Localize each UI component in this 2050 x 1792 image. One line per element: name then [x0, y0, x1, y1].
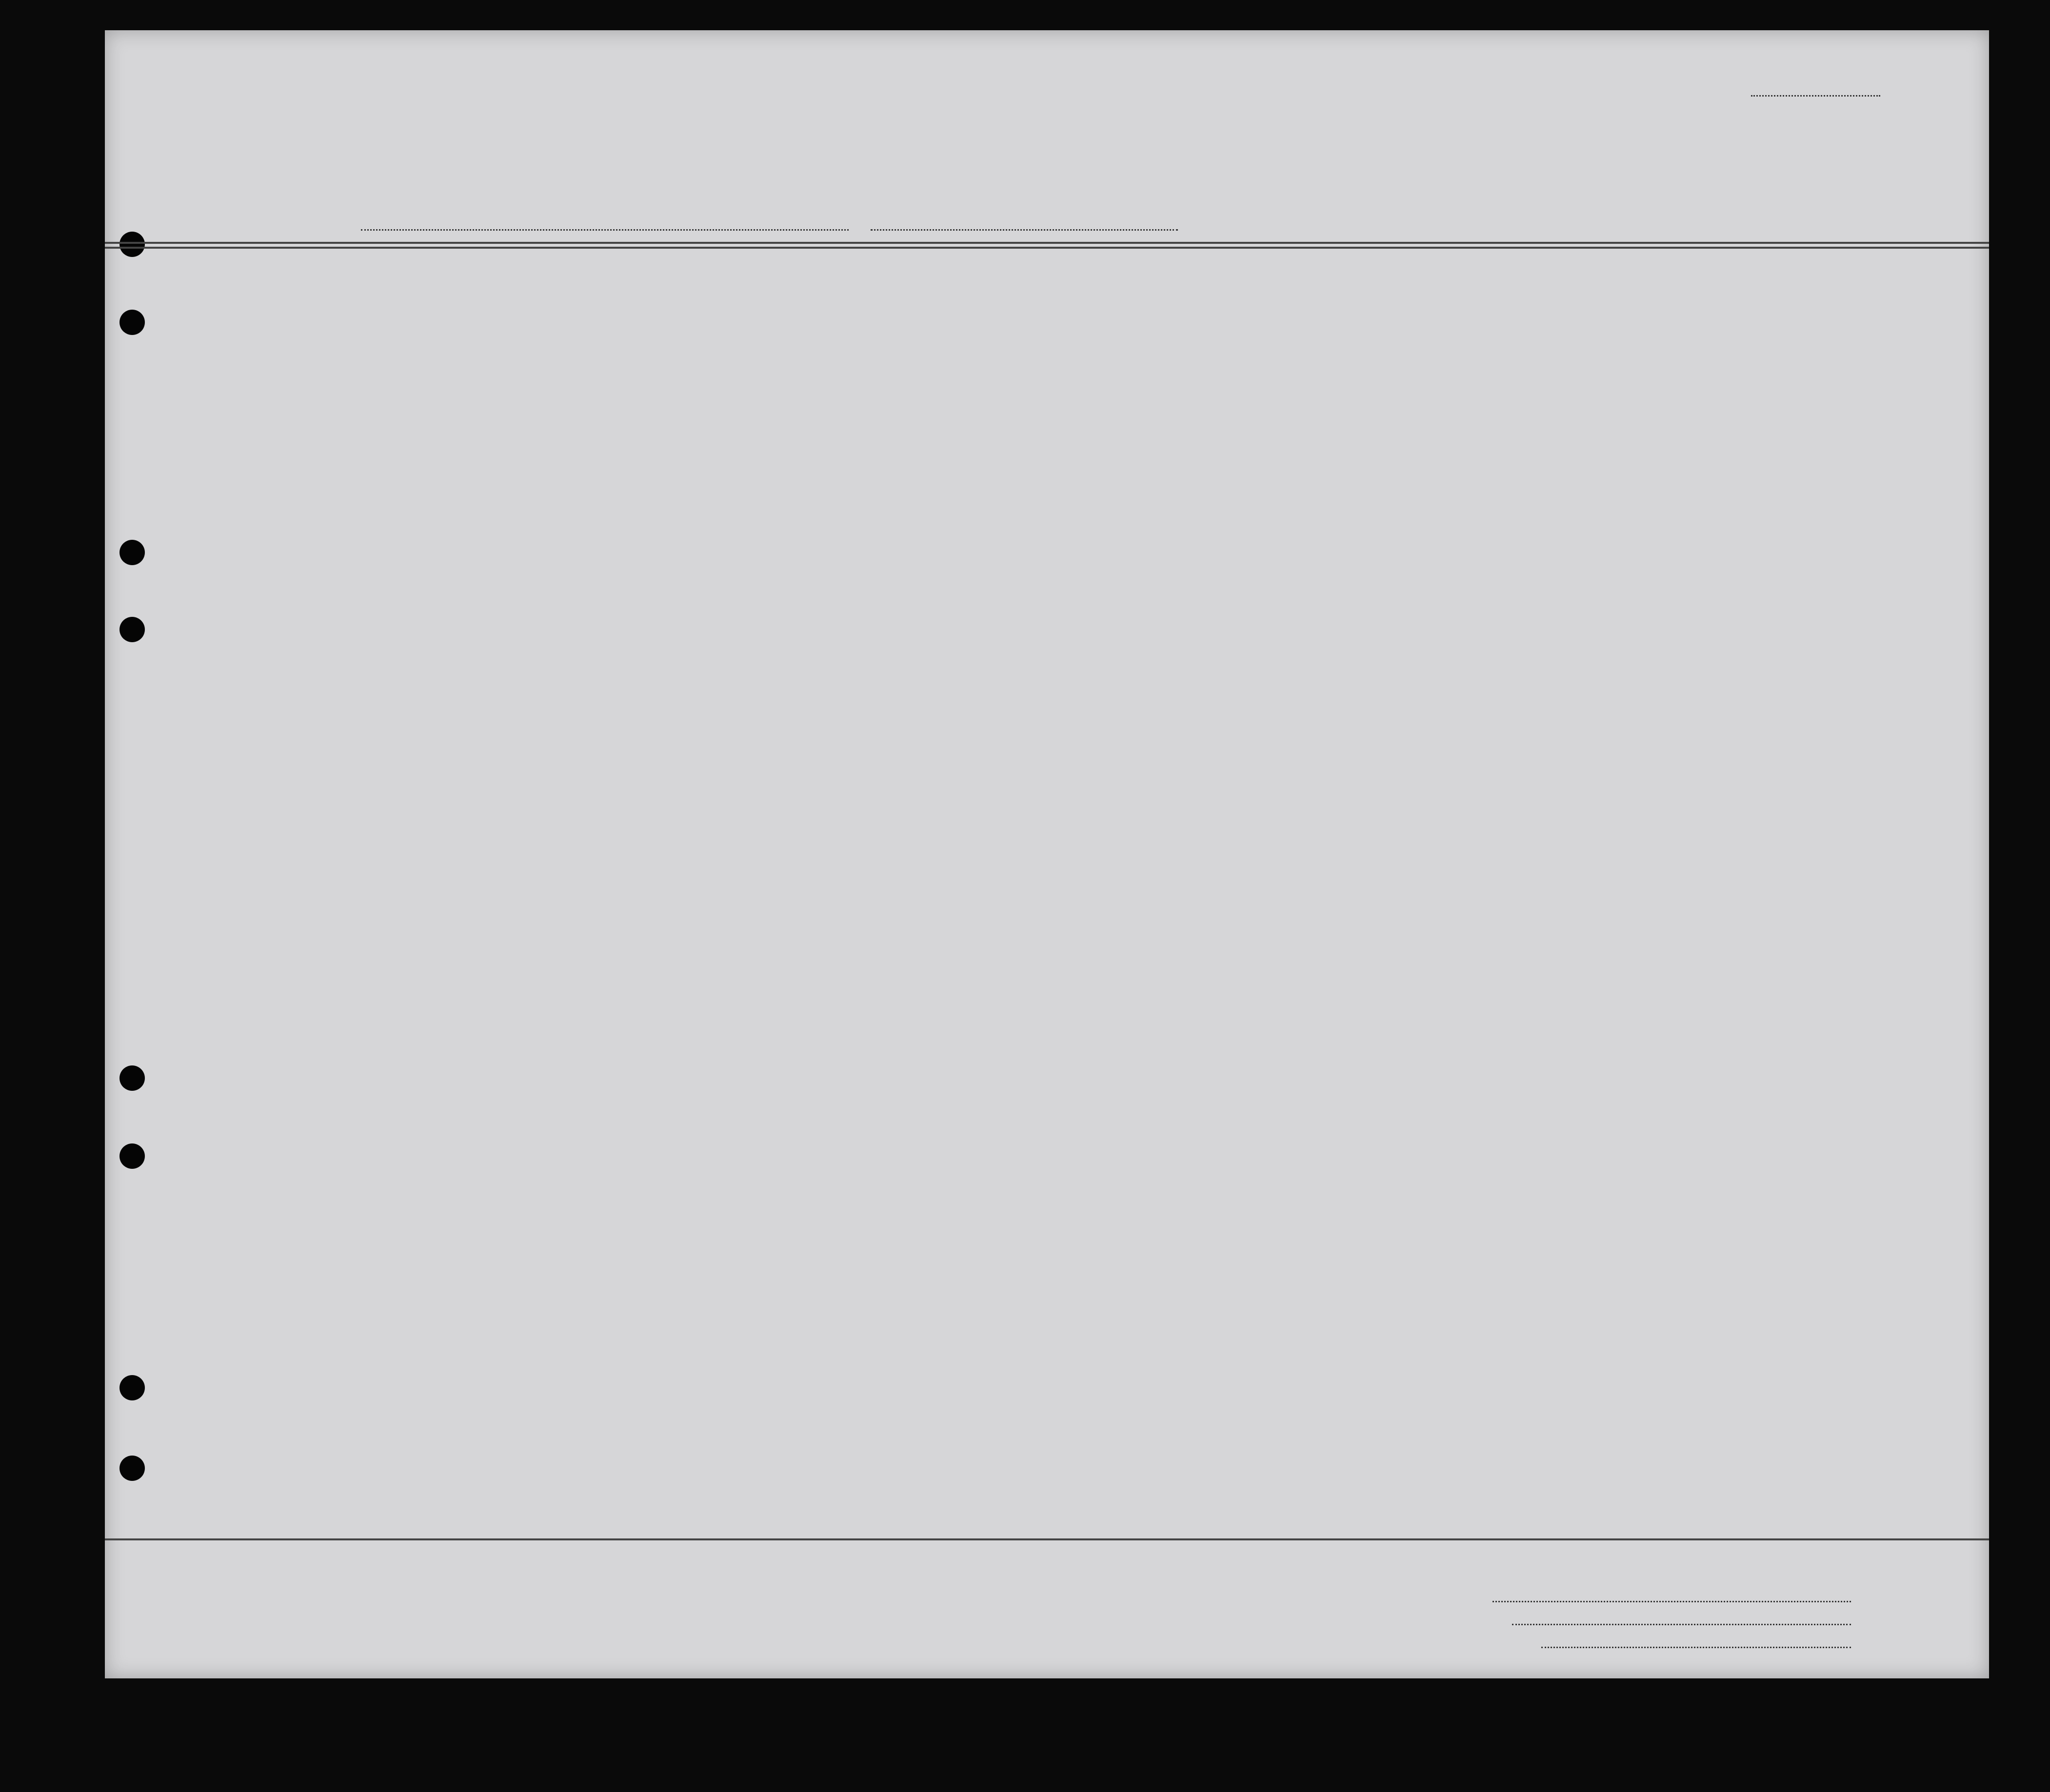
local-agents-field[interactable] — [1541, 1647, 1851, 1648]
line-field[interactable] — [1493, 1601, 1851, 1602]
owners-field[interactable] — [1512, 1624, 1851, 1625]
